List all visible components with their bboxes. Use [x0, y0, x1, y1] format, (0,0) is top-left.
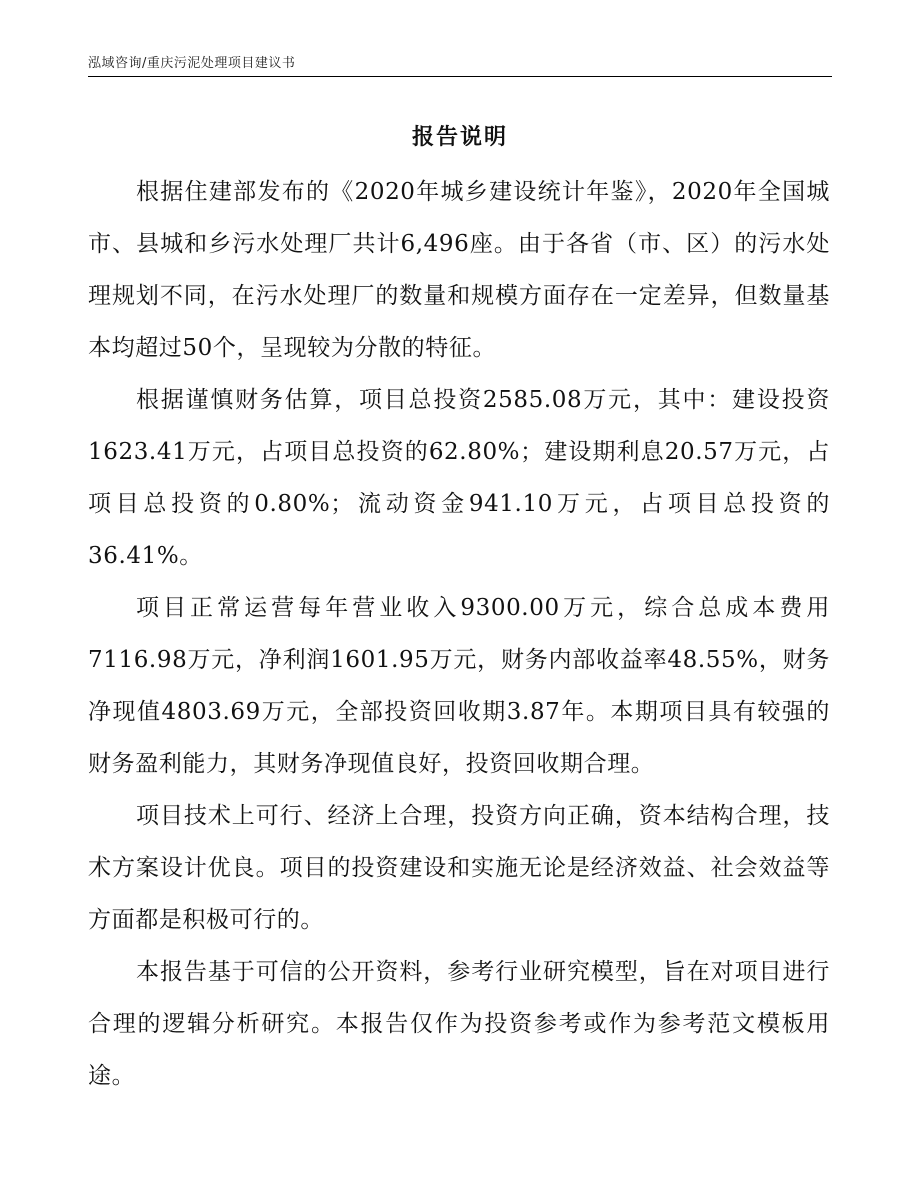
page-title: 报告说明	[411, 125, 508, 150]
header-divider	[88, 76, 832, 77]
paragraph-1: 根据住建部发布的《2020年城乡建设统计年鉴》，2020年全国城市、县城和乡污水处理厂共计6,496座。由于各省（市、区）的污水处理规划不同，在污水处理厂的数量和规模方面存在一定差异，但数量基本均超过50个，呈现较为分散的特征。	[88, 179, 830, 361]
document-header: 泓域咨询/重庆污泥处理项目建议书	[88, 56, 296, 71]
paragraph-3: 项目正常运营每年营业收入9300.00万元，综合总成本费用7116.98万元，净利润1601.95万元，财务内部收益率48.55%，财务净现值4803.69万元，全部投资回收期3.87年。本期项目具有较强的财务盈利能力，其财务净现值良好，投资回收期合理。	[88, 595, 830, 777]
paragraph-4: 项目技术上可行、经济上合理，投资方向正确，资本结构合理，技术方案设计优良。项目的投资建设和实施无论是经济效益、社会效益等方面都是积极可行的。	[88, 803, 830, 933]
paragraph-2: 根据谨慎财务估算，项目总投资2585.08万元，其中：建设投资1623.41万元，占项目总投资的62.80%；建设期利息20.57万元，占项目总投资的0.80%；流动资金941.10万元，占项目总投资的36.41%。	[88, 387, 830, 569]
document-body	[88, 166, 830, 1102]
paragraph-5: 本报告基于可信的公开资料，参考行业研究模型，旨在对项目进行合理的逻辑分析研究。本报告仅作为投资参考或作为参考范文模板用途。	[88, 959, 830, 1089]
